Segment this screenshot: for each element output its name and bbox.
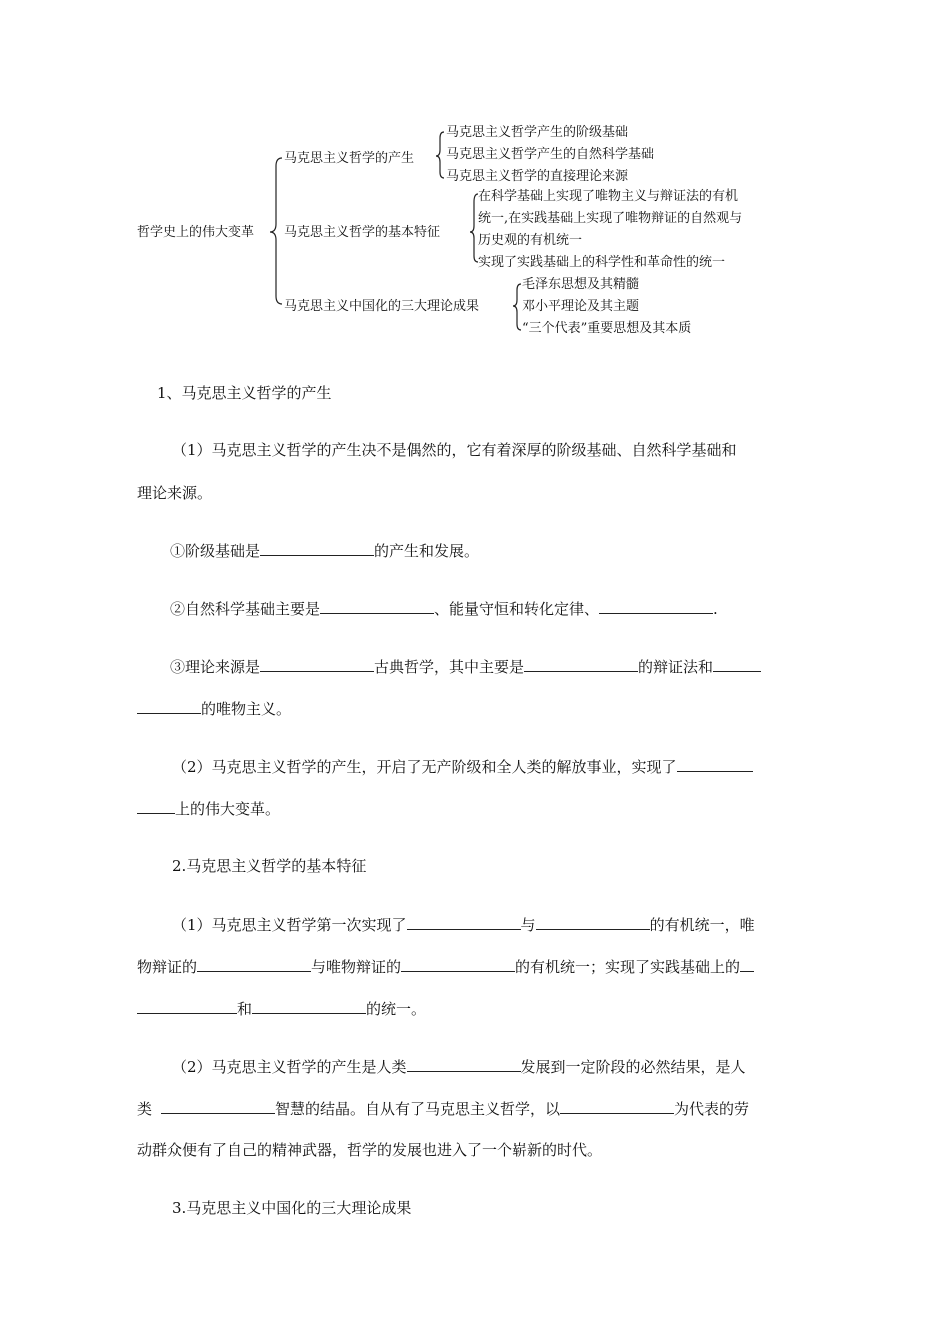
fill-blank[interactable] bbox=[713, 656, 761, 672]
branch2-brace bbox=[470, 194, 478, 262]
branch1-item: 马克思主义哲学的直接理论来源 bbox=[446, 169, 629, 184]
s1-paragraph1-line1: （1）马克思主义哲学的产生决不是偶然的，它有着深厚的阶级基础、自然科学基础和 bbox=[172, 441, 737, 459]
question-text: . bbox=[713, 600, 718, 618]
question-text: 智慧的结晶。自从有了马克思主义哲学，以 bbox=[275, 1100, 561, 1118]
s1-paragraph2-line1 bbox=[172, 756, 753, 777]
question-text: 与唯物辩证的 bbox=[311, 958, 402, 976]
question-theory-source bbox=[170, 656, 761, 677]
section3-heading: 3.马克思主义中国化的三大理论成果 bbox=[172, 1199, 412, 1217]
fill-blank[interactable] bbox=[740, 956, 754, 972]
question-text: 的辩证法和 bbox=[638, 658, 714, 676]
branch2-item: 统一,在实践基础上实现了唯物辩证的自然观与 bbox=[478, 211, 743, 226]
question-text: 的产生和发展。 bbox=[374, 542, 480, 560]
question-text: 的统一。 bbox=[366, 1000, 427, 1018]
question-text: 与 bbox=[520, 916, 536, 934]
s2-p2-line2 bbox=[137, 1098, 749, 1119]
s1-paragraph2-line2 bbox=[137, 798, 280, 819]
fill-blank[interactable] bbox=[260, 656, 374, 672]
fill-blank[interactable] bbox=[536, 914, 650, 930]
concept-diagram bbox=[0, 0, 950, 360]
diagram-root: 哲学史上的伟大变革 bbox=[137, 225, 255, 240]
question-text: 物辩证的 bbox=[137, 958, 198, 976]
s2-p1-line1 bbox=[172, 914, 755, 935]
branch2-item: 历史观的有机统一 bbox=[478, 233, 583, 248]
question-text: ③理论来源是 bbox=[170, 658, 261, 676]
question-text: 、能量守恒和转化定律、 bbox=[434, 600, 600, 618]
fill-blank[interactable] bbox=[137, 998, 237, 1014]
fill-blank[interactable] bbox=[407, 914, 521, 930]
fill-blank[interactable] bbox=[599, 598, 713, 614]
fill-blank[interactable] bbox=[197, 956, 311, 972]
question-text: 上的伟大变革。 bbox=[175, 800, 281, 818]
question-text: 发展到一定阶段的必然结果，是人 bbox=[520, 1058, 746, 1076]
question-text: （2）马克思主义哲学的产生是人类 bbox=[172, 1058, 407, 1076]
fill-blank[interactable] bbox=[161, 1098, 275, 1114]
question-class-basis bbox=[170, 540, 479, 561]
fill-blank[interactable] bbox=[677, 756, 753, 772]
fill-blank[interactable] bbox=[137, 798, 175, 814]
branch1-brace bbox=[436, 132, 444, 178]
section1-heading: 1、马克思主义哲学的产生 bbox=[157, 384, 332, 402]
branch3-item: “三个代表”重要思想及其本质 bbox=[522, 321, 692, 336]
fill-blank[interactable] bbox=[524, 656, 638, 672]
question-text: 和 bbox=[237, 1000, 253, 1018]
branch1-title: 马克思主义哲学的产生 bbox=[284, 151, 415, 166]
s2-p1-line2 bbox=[137, 956, 754, 977]
s2-p1-line3 bbox=[137, 998, 426, 1019]
fill-blank[interactable] bbox=[560, 1098, 674, 1114]
question-science-basis bbox=[170, 598, 718, 619]
section2-heading: 2.马克思主义哲学的基本特征 bbox=[172, 857, 367, 875]
question-text: 为代表的劳 bbox=[674, 1100, 750, 1118]
branch3-item: 毛泽东思想及其精髓 bbox=[522, 277, 640, 292]
branch2-item: 在科学基础上实现了唯物主义与辩证法的有机 bbox=[478, 189, 739, 204]
branch3-brace bbox=[513, 284, 521, 330]
fill-blank[interactable] bbox=[401, 956, 515, 972]
question-theory-source-cont bbox=[137, 698, 291, 719]
branch1-item: 马克思主义哲学产生的阶级基础 bbox=[446, 125, 629, 140]
s2-p2-line3: 动群众便有了自己的精神武器，哲学的发展也进入了一个崭新的时代。 bbox=[137, 1141, 603, 1159]
question-text: 的有机统一，唯 bbox=[649, 916, 755, 934]
fill-blank[interactable] bbox=[137, 698, 201, 714]
s2-p2-line1 bbox=[172, 1056, 746, 1077]
question-text: （1）马克思主义哲学第一次实现了 bbox=[172, 916, 407, 934]
branch3-title: 马克思主义中国化的三大理论成果 bbox=[284, 299, 480, 314]
question-text: ②自然科学基础主要是 bbox=[170, 600, 321, 618]
fill-blank[interactable] bbox=[252, 998, 366, 1014]
branch2-item: 实现了实践基础上的科学性和革命性的统一 bbox=[478, 255, 726, 270]
fill-blank[interactable] bbox=[407, 1056, 521, 1072]
s1-paragraph1-line2: 理论来源。 bbox=[137, 484, 213, 502]
branch3-item: 邓小平理论及其主题 bbox=[522, 299, 640, 314]
fill-blank[interactable] bbox=[260, 540, 374, 556]
question-text: 的唯物主义。 bbox=[201, 700, 292, 718]
question-text: 类 bbox=[137, 1100, 153, 1118]
question-text: 的有机统一；实现了实践基础上的 bbox=[515, 958, 741, 976]
root-brace bbox=[270, 158, 282, 304]
fill-blank[interactable] bbox=[320, 598, 434, 614]
question-text: 古典哲学，其中主要是 bbox=[374, 658, 525, 676]
branch1-item: 马克思主义哲学产生的自然科学基础 bbox=[446, 147, 655, 162]
question-text: ①阶级基础是 bbox=[170, 542, 261, 560]
question-text: （2）马克思主义哲学的产生，开启了无产阶级和全人类的解放事业，实现了 bbox=[172, 758, 677, 776]
branch2-title: 马克思主义哲学的基本特征 bbox=[284, 225, 441, 240]
